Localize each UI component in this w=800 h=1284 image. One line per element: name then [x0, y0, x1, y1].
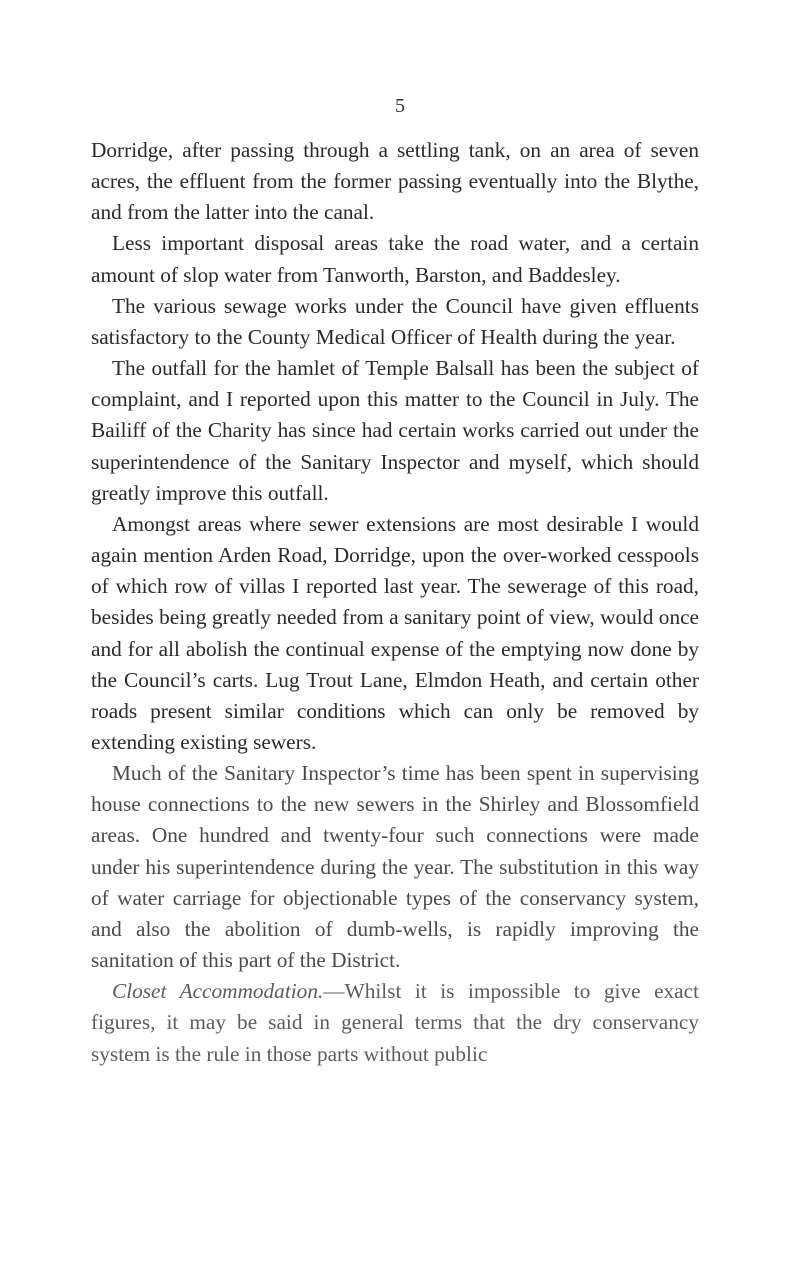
paragraph-4: The outfall for the hamlet of Temple Balsall has been the subject of complaint, and I reported upon this matter to the Council in July. The Bailiff of the Charity has since had certain works carried out under the superintendence of the Sanitary Inspector and myself, which should greatly improve this outfall. [91, 356, 699, 505]
paragraph-5: Amongst areas where sewer extensions are most desirable I would again mention Arden Road, Dorridge, upon the over-worked cesspools of which row of villas I reported last year. The sewerage of this road, besides being greatly needed from a sanitary point of view, would once and for all abolish the continual expense of the emptying now done by the Council’s carts. Lug Trout Lane, Elmdon Heath, and certain other roads present similar conditions which can only be removed by extending existing sewers. [91, 511, 699, 754]
section-heading: Closet Accommodation. [112, 979, 324, 1004]
paragraph-1: Dorridge, after passing through a settling tank, on an area of seven acres, the effluent from the former passing eventually into the Blythe, and from the latter into the canal. [91, 138, 699, 225]
paragraph-2: Less important disposal areas take the road water, and a certain amount of slop water from Tanworth, Barston, and Baddesley. [91, 231, 699, 287]
paragraph-7-text: —Whilst it is impossible to give exact figures, it may be said in general terms that the dry conservancy system is the rule in those parts without public [91, 979, 700, 1066]
paragraph-6: Much of the Sanitary Inspector’s time has been spent in supervising house connections to the new sewers in the Shirley and Blossomfield areas. One hundred and twenty-four such connections were made under his superintendence during the year. The substitution in this way of water carriage for objectionable types of the conservancy system, and also the abolition of dumb-wells, is rapidly improving the sanitation of this part of the District. [91, 761, 699, 973]
paragraph-3: The various sewage works under the Council have given effluents satisfactory to the County Medical Officer of Health during the year. [91, 293, 699, 349]
paragraph-7 [91, 976, 699, 1069]
page-number: 5 [395, 95, 405, 117]
body-text [91, 135, 699, 1070]
